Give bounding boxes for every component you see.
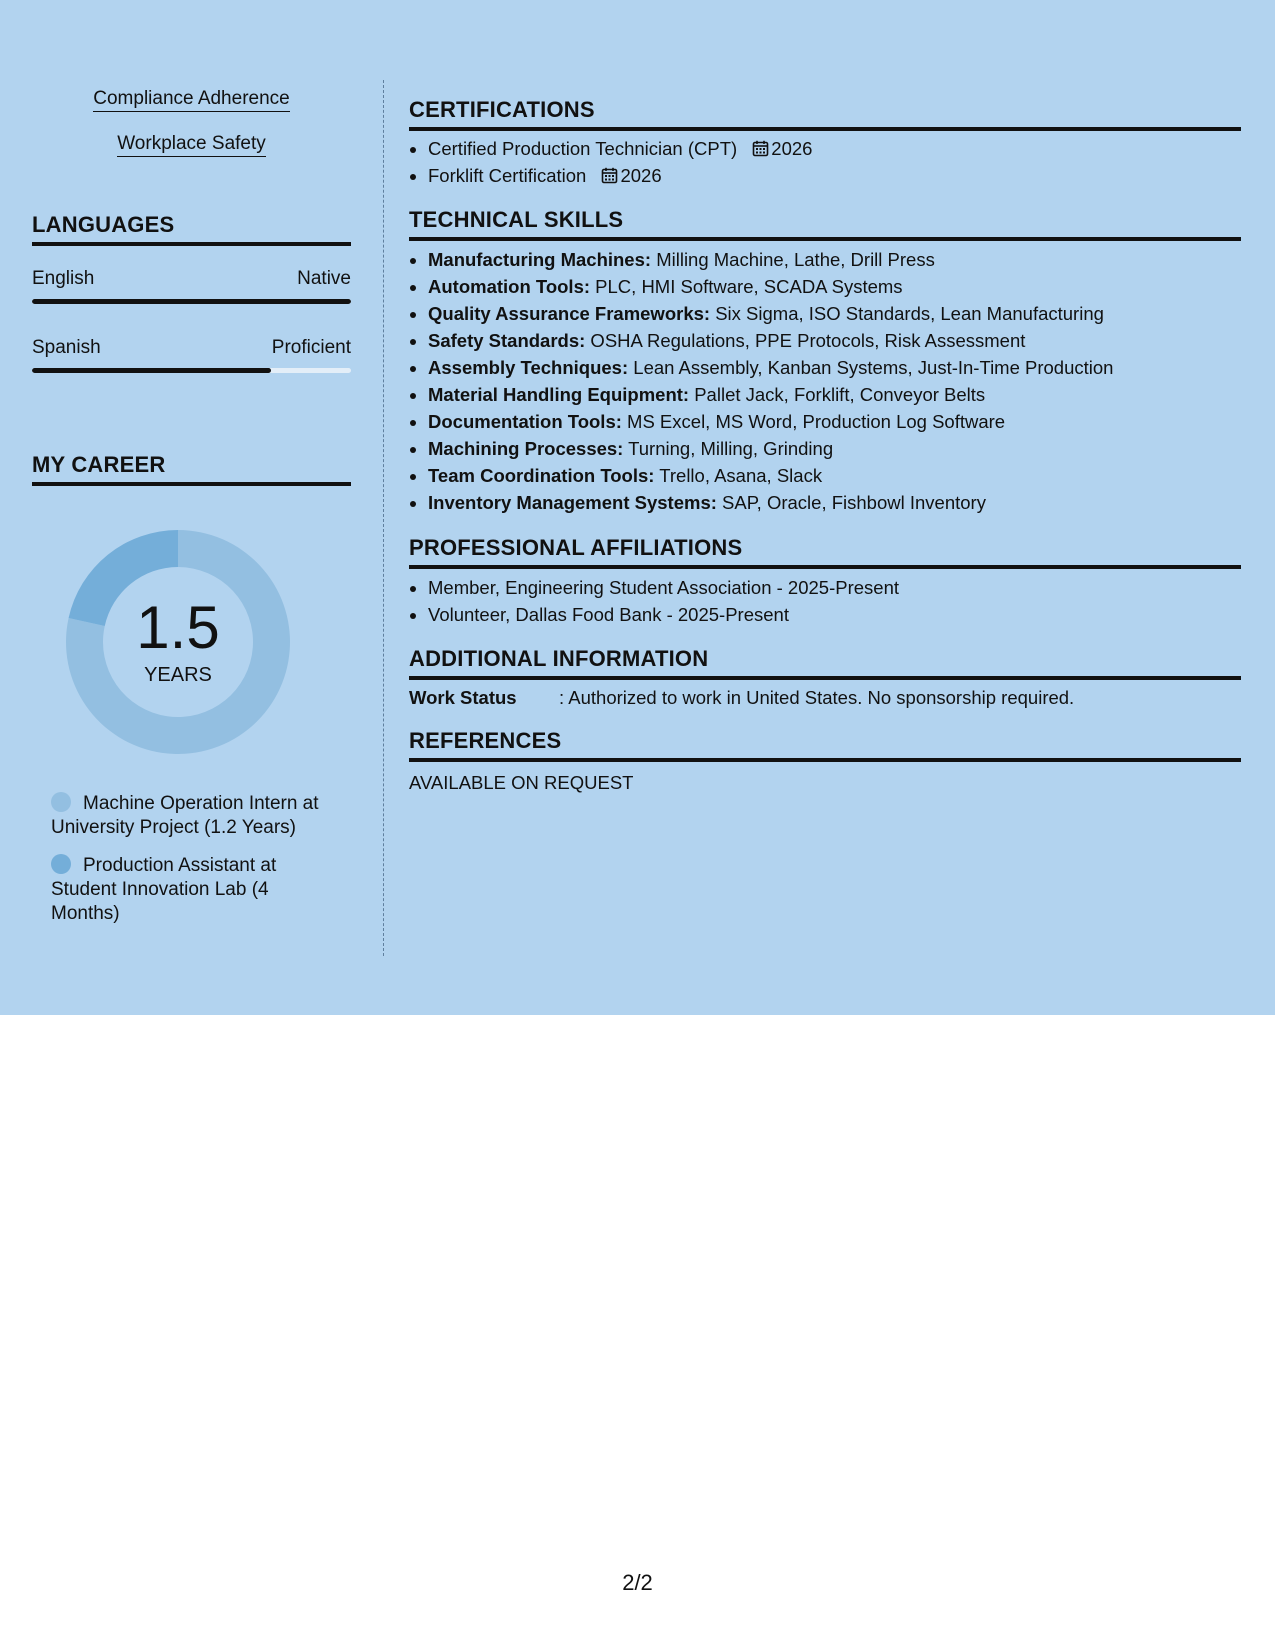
skill-tag: Workplace Safety — [32, 133, 351, 155]
affiliations-list — [409, 574, 1260, 628]
list-item: • Documentation Tools: MS Excel, MS Word, Production Log Software — [428, 408, 1260, 435]
work-status-label: Work Status — [409, 687, 517, 708]
additional-info-title: ADDITIONAL INFORMATION — [409, 646, 1241, 680]
list-item: • Team Coordination Tools: Trello, Asana, Slack — [428, 462, 1260, 489]
list-item: • Forklift Certification 2026 — [428, 162, 1260, 189]
references-title: REFERENCES — [409, 728, 1241, 762]
language-row — [32, 268, 351, 290]
language-bar — [32, 368, 351, 373]
language-bar — [32, 299, 351, 304]
legend-dot — [51, 854, 71, 874]
languages-title: LANGUAGES — [32, 212, 351, 246]
list-item: • Manufacturing Machines: Milling Machine, Lathe, Drill Press — [428, 246, 1260, 273]
calendar-icon — [752, 140, 769, 157]
language-row — [32, 337, 351, 359]
language-level: Native — [297, 268, 351, 289]
language-bar-fill — [32, 299, 351, 304]
career-legend-item: Machine Operation Intern at University Project (1.2 Years) — [51, 793, 319, 838]
language-bar-fill — [32, 368, 271, 373]
work-status-value: : Authorized to work in United States. No sponsorship required. — [559, 687, 1075, 708]
calendar-icon — [601, 167, 618, 184]
legend-dot — [51, 792, 71, 812]
technical-skills-list — [409, 246, 1260, 516]
affiliations-title: PROFESSIONAL AFFILIATIONS — [409, 535, 1241, 569]
list-item: • Inventory Management Systems: SAP, Oracle, Fishbowl Inventory — [428, 489, 1260, 516]
list-item: • Automation Tools: PLC, HMI Software, SCADA Systems — [428, 273, 1260, 300]
list-item: • Member, Engineering Student Association - 2025-Present — [428, 574, 1260, 601]
language-name: Spanish — [32, 337, 101, 358]
language-name: English — [32, 268, 95, 289]
column-divider — [383, 80, 384, 956]
career-legend-item: Production Assistant at Student Innovation Lab (4 Months) — [51, 855, 277, 924]
list-item: • Certified Production Technician (CPT) 2026 — [428, 135, 1260, 162]
language-level: Proficient — [271, 337, 351, 358]
certifications-list — [409, 135, 1260, 189]
career-total-unit: YEARS — [144, 664, 212, 686]
list-item: • Machining Processes: Turning, Milling, Grinding — [428, 435, 1260, 462]
career-total-years: 1.5 — [136, 594, 220, 661]
technical-skills-title: TECHNICAL SKILLS — [409, 207, 1241, 241]
skill-tag: Compliance Adherence — [32, 88, 351, 110]
certifications-title: CERTIFICATIONS — [409, 97, 1241, 131]
work-status-row — [409, 687, 1241, 709]
page-number: 2/2 — [622, 1570, 653, 1595]
list-item: • Material Handling Equipment: Pallet Jack, Forklift, Conveyor Belts — [428, 381, 1260, 408]
references-value: AVAILABLE ON REQUEST — [409, 772, 634, 793]
list-item: • Volunteer, Dallas Food Bank - 2025-Present — [428, 601, 1260, 628]
list-item: • Safety Standards: OSHA Regulations, PPE Protocols, Risk Assessment — [428, 327, 1260, 354]
list-item: • Assembly Techniques: Lean Assembly, Kanban Systems, Just-In-Time Production — [428, 354, 1260, 381]
list-item: • Quality Assurance Frameworks: Six Sigma, ISO Standards, Lean Manufacturing — [428, 300, 1260, 327]
career-title: MY CAREER — [32, 452, 351, 486]
